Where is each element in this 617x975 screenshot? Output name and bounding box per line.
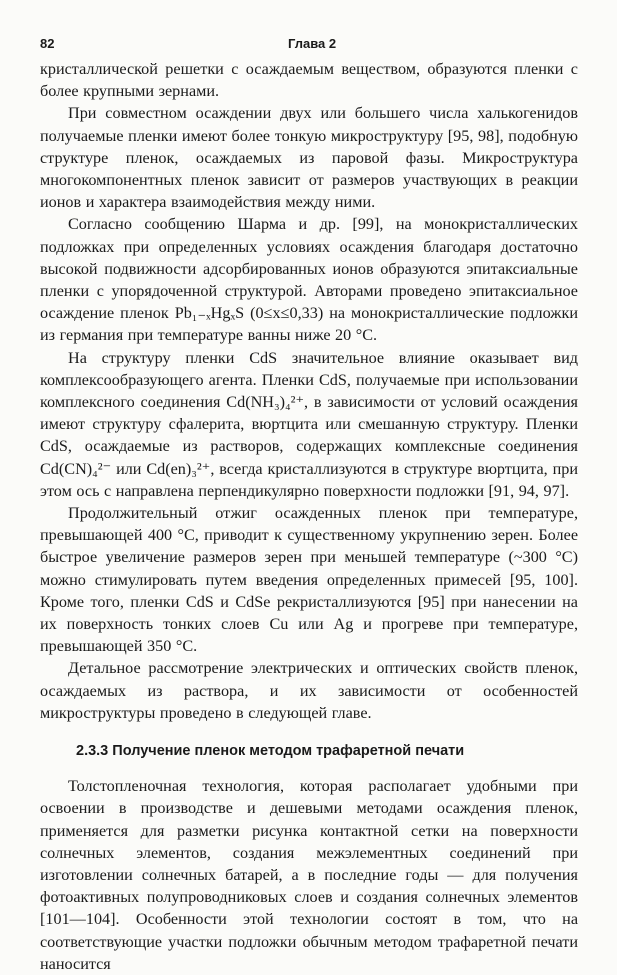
document-page: [40, 36, 578, 975]
paragraph-continued: кристаллической решетки с осаждаемым веществом, образуются пленки с более крупными зернами.: [40, 60, 578, 101]
paragraph-epitaxial-films: Согласно сообщению Шарма и др. [99], на монокристаллических подложках при определенных условиях осаждения благодаря достаточно высокой подвижности адсорбированных ионов образуются эпитаксиальные пленки с упорядоченной структурой. Авторами проведено эпитаксиальное осаждение пленок Pb₁₋ₓHgₓS (0≤x≤0,33) на монокристаллические подложки из германия при температуре ванны ниже 20 °С.: [40, 215, 578, 345]
paragraph-thick-film-technology: Толстопленочная технология, которая располагает удобными при освоении в производстве и дешевыми методами осаждения пленок, применяется для разметки рисунка контактной сетки на поверхности солнечных элементов, создания межэлементных соединений при изготовлении солнечных батарей, а в последние годы — для получения фотоактивных полупроводниковых слоев и создания солнечных элементов [101—104]. Особенности этой технологии состоят в том, что на соответствующие участки подложки обычным методом трафаретной печати наносится: [40, 777, 578, 973]
paragraph-chalcogenide-microstructure: При совместном осаждении двух или большего числа халькогенидов получаемые пленки имеют более тонкую микроструктуру [95, 98], подобную структуре пленок, осаждаемых из паровой фазы. Микроструктура многокомпонентных пленок зависит от размеров участвующих в реакции ионов и характера взаимодействия между ними.: [40, 104, 578, 212]
chapter-label: Глава 2: [288, 36, 337, 51]
section-heading: 2.3.3 Получение пленок методом трафаретной печати: [76, 743, 465, 760]
page-number: 82: [40, 36, 55, 51]
paragraph-cds-structure: На структуру пленки CdS значительное влияние оказывает вид комплексообразующего агента. Пленки CdS, получаемые при использовании комплексного соединения Cd(NH₃)₄²⁺, в зависимости от условий осаждения имеют структуру сфалерита, вюртцита или смешанную структуру. Пленки CdS, осаждаемые из растворов, содержащих комплексные соединения Cd(CN)₄²⁻ или Cd(en)₃²⁺, всегда кристаллизуются в структуре вюртцита, при этом ось c направлена перпендикулярно поверхности подложки [91, 94, 97].: [40, 348, 578, 500]
paragraph-detailed-review: Детальное рассмотрение электрических и оптических свойств пленок, осаждаемых из раствора, и их зависимости от особенностей микроструктуры проведено в следующей главе.: [40, 659, 578, 722]
running-header: [40, 36, 578, 58]
paragraph-annealing: Продолжительный отжиг осажденных пленок при температуре, превышающей 400 °С, приводит к существенному укрупнению зерен. Более быстрое увеличение размеров зерен при меньшей температуре (~300 °С) можно стимулировать путем введения определенных примесей [95, 100]. Кроме того, пленки CdS и CdSe рекристаллизуются [95] при нанесении на их поверхность тонких слоев Cu или Ag и прогреве при температуре, превышающей 350 °С.: [40, 504, 578, 656]
